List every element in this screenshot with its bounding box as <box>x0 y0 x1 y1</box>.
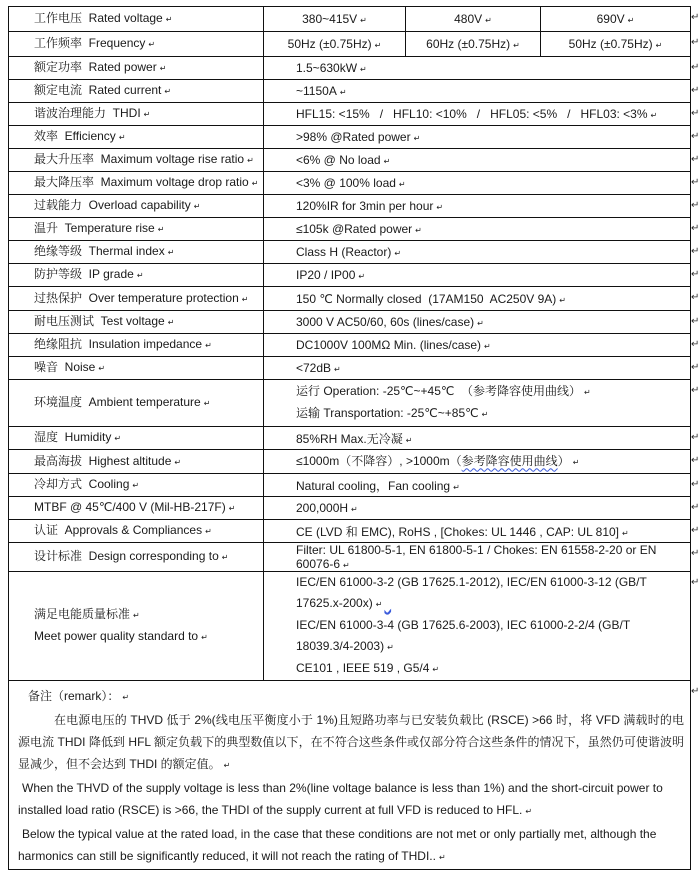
spec-value-cell <box>264 334 691 357</box>
spec-label-cell <box>9 149 264 172</box>
text-run: IEC/EN 61000-3-4 (GB 17625.6-2003), IEC 61000-2-2/4 (GB/T 18039.3/4-2003) <box>296 618 634 653</box>
text-run: Class H (Reactor) <box>296 245 392 259</box>
spec-value-cell <box>264 264 691 287</box>
table-row <box>9 287 691 311</box>
spec-label-cell <box>9 357 264 380</box>
text-run: 工作电压 Rated voltage <box>34 11 163 25</box>
text-run: 运行 Operation: -25℃~+45℃ （参考降容使用曲线） <box>296 384 582 398</box>
text-run: 最高海拔 Highest altitude <box>34 453 172 468</box>
paragraph-mark: ↵ <box>228 504 236 513</box>
spec-value-cell <box>541 32 691 57</box>
text-line <box>34 149 263 171</box>
spec-value-cell <box>406 32 541 57</box>
paragraph-mark: ↵ <box>167 318 175 327</box>
text-line <box>34 357 263 379</box>
paragraph-mark: ↵ <box>477 319 484 328</box>
spec-label-cell <box>9 311 264 334</box>
spec-label-cell <box>9 126 264 149</box>
table-row <box>9 497 691 520</box>
row-end-mark: ↵ <box>691 338 699 350</box>
table-row <box>9 311 691 334</box>
spec-value-cell <box>264 380 691 427</box>
text-run: 200,000H <box>296 501 349 515</box>
paragraph-mark: ↵ <box>438 853 446 862</box>
text-line <box>34 626 263 648</box>
spec-value-cell <box>264 287 691 311</box>
spec-label-cell <box>9 543 264 572</box>
paragraph-mark: ↵ <box>360 16 367 25</box>
text-run: 过载能力 Overload capability <box>34 198 191 212</box>
remark-paragraph <box>18 777 684 823</box>
paragraph-mark: ↵ <box>132 481 140 490</box>
row-end-mark: ↵ <box>691 11 699 23</box>
text-run: 额定功率 Rated power <box>34 60 157 74</box>
text-run: 认证 Approvals & Compliances <box>34 523 203 537</box>
text-run: 满足电能质量标准 <box>34 607 131 621</box>
text-run: >98% @Rated power <box>296 130 411 144</box>
text-run: MTBF @ 45℃/400 V (Mil-HB-217F) <box>34 500 226 514</box>
spec-label-cell <box>9 218 264 241</box>
paragraph-mark: ↵ <box>655 41 663 50</box>
remark-row <box>9 681 691 870</box>
paragraph-mark: ↵ <box>241 294 249 304</box>
row-end-mark: ↵ <box>691 176 699 188</box>
row-end-mark: ↵ <box>691 245 699 257</box>
paragraph-mark: ↵ <box>383 157 391 166</box>
text-run: 运输 Transportation: -25℃~+85℃ <box>296 406 479 420</box>
row-end-mark: ↵ <box>691 454 699 466</box>
text-run: ~1150A <box>296 84 337 98</box>
row-end-mark: ↵ <box>691 130 699 142</box>
spec-value-cell <box>264 57 691 80</box>
row-end-mark: ↵ <box>691 384 699 396</box>
text-line <box>296 381 690 403</box>
text-run: 设计标准 Design corresponding to <box>34 549 219 563</box>
row-end-mark: ↵ <box>691 361 699 373</box>
text-run: 工作频率 Frequency <box>34 36 146 50</box>
table-row <box>9 334 691 357</box>
row-end-mark: ↵ <box>691 84 699 96</box>
spec-value-cell <box>264 149 691 172</box>
text-run: 50Hz (±0.75Hz) <box>568 37 653 51</box>
table-row <box>9 7 691 32</box>
text-run: 额定电流 Rated current <box>34 83 162 97</box>
text-line <box>34 288 263 310</box>
revision-squiggle-icon <box>384 596 391 610</box>
paragraph-mark: ↵ <box>584 388 591 397</box>
spec-label-cell <box>9 264 264 287</box>
text-run: IP20 / IP00 <box>296 268 356 282</box>
text-run: <3% @ 100% load <box>296 176 396 190</box>
paragraph-mark: ↵ <box>436 203 444 212</box>
text-run: 150 ℃ Normally closed (17AM150 AC250V 9A) <box>296 291 557 306</box>
paragraph-mark: ↵ <box>114 434 122 443</box>
text-run: CE101 , IEEE 519 , G5/4 <box>296 661 430 675</box>
spec-label-cell <box>9 32 264 57</box>
row-end-mark: ↵ <box>691 222 699 234</box>
text-run: 过热保护 Over temperature protection <box>34 290 239 305</box>
spec-value-cell <box>264 172 691 195</box>
text-run: 温升 Temperature rise <box>34 221 155 235</box>
text-run: 在电源电压的 THVD 低于 2%(线电压平衡度小于 1%)且短路功率与已安装负载比 (RSCE) >66 时，将 VFD 满载时的电源电流 THDI 降低到 HFL 额定负载下的典型数值以下，在不符合这些条件或仅部分符合这些条件的情况下，虽然仍可使谐波明显减少，但不会达到 THDI 的额定值。 <box>18 713 684 771</box>
table-row <box>9 126 691 149</box>
spec-value-cell <box>406 7 541 32</box>
text-run: 冷却方式 Cooling <box>34 477 130 491</box>
text-line <box>34 218 263 240</box>
row-end-mark: ↵ <box>691 685 699 697</box>
spec-label-cell <box>9 334 264 357</box>
table-row <box>9 264 691 287</box>
remark-cell <box>9 681 691 870</box>
paragraph-mark: ↵ <box>413 134 421 143</box>
spec-value-cell <box>264 520 691 543</box>
text-run: CE (LVD 和 EMC), RoHS , [Chokes: UL 1446 , CAP: UL 810] <box>296 524 620 539</box>
text-line <box>34 264 263 286</box>
paragraph-mark: ↵ <box>453 482 460 492</box>
spec-value-cell <box>264 103 691 126</box>
spec-label-cell <box>9 474 264 497</box>
row-end-mark: ↵ <box>691 478 699 490</box>
spec-value-cell <box>264 32 406 57</box>
spec-label-cell <box>9 103 264 126</box>
text-run: 绝缘阻抗 Insulation impedance <box>34 337 203 351</box>
table-row <box>9 149 691 172</box>
paragraph-mark: ↵ <box>143 110 151 119</box>
text-line <box>296 615 690 658</box>
paragraph-mark: ↵ <box>351 505 358 514</box>
table-row <box>9 218 691 241</box>
table-row <box>9 241 691 264</box>
paragraph-mark: ↵ <box>251 179 259 188</box>
spec-label-cell <box>9 450 264 474</box>
text-run: <72dB <box>296 361 332 375</box>
spec-value-cell <box>264 195 691 218</box>
table-row <box>9 543 691 572</box>
text-line <box>34 241 263 263</box>
text-line <box>34 546 263 568</box>
text-run: 湿度 Humidity <box>34 430 112 444</box>
spec-value-cell <box>264 497 691 520</box>
text-line <box>34 172 263 194</box>
text-line <box>296 658 690 680</box>
spec-label-cell <box>9 80 264 103</box>
text-run: 备注（remark）： <box>28 689 120 703</box>
row-end-mark: ↵ <box>691 547 699 559</box>
spec-value-cell <box>264 126 691 149</box>
spec-value-cell <box>264 218 691 241</box>
text-line <box>34 520 263 542</box>
paragraph-mark: ↵ <box>157 225 165 234</box>
text-run: Filter: UL 61800-5-1, EN 61800-5-1 / Chokes: EN 61558-2-20 or EN 60076-6 <box>296 543 660 571</box>
paragraph-mark: ↵ <box>360 65 367 74</box>
spec-label-cell <box>9 7 264 32</box>
table-row <box>9 103 691 126</box>
spec-value-cell <box>264 427 691 450</box>
text-line <box>34 195 263 217</box>
text-line <box>34 126 263 148</box>
table-row <box>9 172 691 195</box>
spec-value-cell <box>264 450 691 474</box>
text-line <box>296 403 690 425</box>
table-row <box>9 32 691 57</box>
spec-label-cell <box>9 380 264 427</box>
spec-label-cell <box>9 57 264 80</box>
paragraph-mark: ↵ <box>559 295 566 305</box>
text-run: 耐电压测试 Test voltage <box>34 314 165 328</box>
text-run: ） <box>557 453 570 468</box>
spec-label-cell <box>9 572 264 681</box>
text-run: 380~415V <box>302 12 358 26</box>
row-end-mark: ↵ <box>691 431 699 443</box>
table-row <box>9 357 691 380</box>
table-row <box>9 450 691 474</box>
text-run: 3000 V AC50/60, 60s (lines/case) <box>296 315 475 329</box>
text-line <box>34 103 263 125</box>
paragraph-mark: ↵ <box>358 272 366 281</box>
text-run: 最大降压率 Maximum voltage drop ratio <box>34 175 249 189</box>
row-end-mark: ↵ <box>691 36 699 48</box>
paragraph-mark: ↵ <box>375 600 383 609</box>
paragraph-mark: ↵ <box>343 561 350 570</box>
table-row <box>9 380 691 427</box>
text-run: 120%IR for 3min per hour <box>296 199 434 213</box>
text-line <box>296 451 690 473</box>
paragraph-mark: ↵ <box>118 133 126 142</box>
text-line <box>34 57 263 79</box>
text-run: 防护等级 IP grade <box>34 267 134 281</box>
spec-value-cell <box>264 357 691 380</box>
spellcheck-squiggle-text: 参考降容使用曲线 <box>461 453 558 468</box>
spec-value-cell <box>264 474 691 497</box>
table-row <box>9 520 691 543</box>
text-line <box>34 497 263 519</box>
paragraph-mark: ↵ <box>398 180 406 189</box>
text-line <box>34 80 263 102</box>
spec-label-cell <box>9 241 264 264</box>
paragraph-mark: ↵ <box>374 41 382 50</box>
text-run: 690V <box>596 12 625 26</box>
row-end-mark: ↵ <box>691 291 699 303</box>
paragraph-mark: ↵ <box>164 87 172 96</box>
paragraph-mark: ↵ <box>201 633 208 642</box>
spec-label-cell <box>9 195 264 218</box>
paragraph-mark: ↵ <box>339 88 347 97</box>
spec-value-cell <box>541 7 691 32</box>
table-row <box>9 474 691 497</box>
paragraph-mark: ↵ <box>221 553 229 562</box>
remark-title <box>18 685 684 709</box>
paragraph-mark: ↵ <box>174 457 182 467</box>
paragraph-mark: ↵ <box>394 249 402 258</box>
paragraph-mark: ↵ <box>205 341 212 350</box>
row-end-mark: ↵ <box>691 199 699 211</box>
paragraph-mark: ↵ <box>159 64 167 73</box>
text-line <box>34 604 263 626</box>
paragraph-mark: ↵ <box>167 248 175 257</box>
paragraph-mark: ↵ <box>525 807 533 816</box>
spec-value-cell <box>264 7 406 32</box>
text-run: ≤1000m（不降容）, >1000m（ <box>296 453 462 468</box>
paragraph-mark: ↵ <box>627 16 635 25</box>
paragraph-mark: ↵ <box>650 111 658 120</box>
row-end-mark: ↵ <box>691 153 699 165</box>
row-end-mark: ↵ <box>691 315 699 327</box>
text-run: 绝缘等级 Thermal index <box>34 244 165 258</box>
spec-label-cell <box>9 287 264 311</box>
spec-label-cell <box>9 172 264 195</box>
table-row <box>9 427 691 450</box>
paragraph-mark: ↵ <box>205 527 212 536</box>
paragraph-mark: ↵ <box>193 202 201 211</box>
remark-paragraph <box>18 823 684 869</box>
paragraph-mark: ↵ <box>148 40 156 49</box>
paragraph-mark: ↵ <box>247 156 254 165</box>
text-run: 50Hz (±0.75Hz) <box>287 37 372 51</box>
text-run: ≤105k @Rated power <box>296 222 413 236</box>
paragraph-mark: ↵ <box>334 365 341 374</box>
paragraph-mark: ↵ <box>485 16 492 25</box>
text-run: When the THVD of the supply voltage is less than 2%(line voltage balance is less than 1%) and the short-circuit power to installed load ratio (RSCE) is >66, the THDI of the supply current at full VFD is reduced to HFL. <box>18 781 667 817</box>
text-run: 85%RH Max.无冷凝 <box>296 431 403 446</box>
spec-label-cell <box>9 497 264 520</box>
row-end-mark: ↵ <box>691 107 699 119</box>
paragraph-mark: ↵ <box>165 15 173 24</box>
text-line <box>34 311 263 333</box>
text-line <box>34 474 263 496</box>
spec-value-cell <box>264 572 691 681</box>
text-run: 效率 Efficiency <box>34 129 116 143</box>
table-row <box>9 57 691 80</box>
paragraph-mark: ↵ <box>203 399 211 408</box>
text-line <box>34 427 263 449</box>
text-run: 60Hz (±0.75Hz) <box>426 37 511 51</box>
spec-table-body <box>9 7 691 870</box>
row-end-mark: ↵ <box>691 61 699 73</box>
text-run: 噪音 Noise <box>34 360 96 374</box>
text-run: IEC/EN 61000-3-2 (GB 17625.1-2012), IEC/EN 61000-3-12 (GB/T 17625.x-200x) <box>296 575 650 610</box>
paragraph-mark: ↵ <box>415 226 422 235</box>
spec-table <box>8 6 691 870</box>
table-row <box>9 572 691 681</box>
text-line <box>34 451 263 473</box>
paragraph-mark: ↵ <box>622 528 629 538</box>
table-row <box>9 80 691 103</box>
text-line <box>34 33 263 55</box>
paragraph-mark: ↵ <box>405 435 413 445</box>
text-run: 最大升压率 Maximum voltage rise ratio <box>34 152 245 166</box>
paragraph-mark: ↵ <box>136 271 144 280</box>
text-run: 480V <box>454 12 483 26</box>
text-line <box>34 334 263 356</box>
paragraph-mark: ↵ <box>133 611 140 620</box>
paragraph-mark: ↵ <box>481 410 489 419</box>
text-run: 1.5~630kW <box>296 61 358 75</box>
paragraph-mark: ↵ <box>98 364 106 373</box>
text-run: Meet power quality standard to <box>34 629 199 643</box>
text-run: DC1000V 100MΩ Min. (lines/case) <box>296 338 482 352</box>
spec-label-cell <box>9 427 264 450</box>
paragraph-mark: ↵ <box>572 457 580 467</box>
text-line <box>296 572 690 615</box>
row-end-mark: ↵ <box>691 501 699 513</box>
paragraph-mark: ↵ <box>513 41 520 50</box>
text-run: 谐波治理能力 THDI <box>34 106 141 120</box>
spec-value-cell <box>264 80 691 103</box>
spec-value-cell <box>264 311 691 334</box>
text-run: 环境温度 Ambient temperature <box>34 395 201 409</box>
text-run: Below the typical value at the rated load, in the case that these conditions are not met or only partially met, although the harmonics can still be significantly reduced, it will not reach the rating of THDI.. <box>18 827 660 863</box>
row-end-mark: ↵ <box>691 268 699 280</box>
text-run: Natural cooling，Fan cooling <box>296 478 451 493</box>
text-line <box>34 8 263 30</box>
spec-label-cell <box>9 520 264 543</box>
paragraph-mark: ↵ <box>432 665 440 674</box>
paragraph-mark: ↵ <box>223 761 231 770</box>
row-end-mark: ↵ <box>691 524 699 536</box>
text-run: HFL15: <15% / HFL10: <10% / HFL05: <5% / HFL03: <3% <box>296 107 648 121</box>
text-run: <6% @ No load <box>296 153 381 167</box>
table-row <box>9 195 691 218</box>
text-line <box>34 392 263 414</box>
paragraph-mark: ↵ <box>484 342 491 351</box>
spec-value-cell <box>264 241 691 264</box>
spec-value-cell <box>264 543 691 572</box>
row-end-mark: ↵ <box>691 576 699 588</box>
paragraph-mark: ↵ <box>387 643 394 652</box>
paragraph-mark: ↵ <box>122 693 130 702</box>
